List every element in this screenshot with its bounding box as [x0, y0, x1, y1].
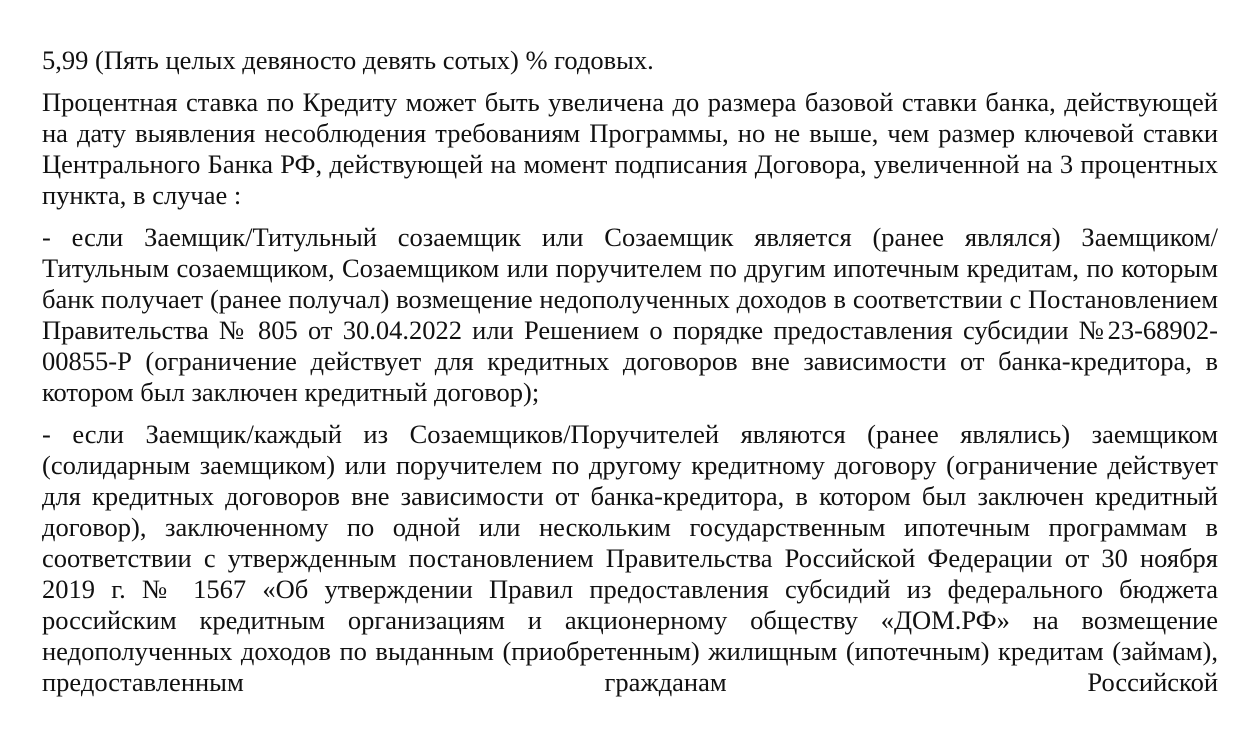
condition-paragraph-1: - если Заемщик/Титульный созаемщик или Созаемщик является (ранее являлся) Заемщиком/ Титульным созаемщиком, Созаемщиком или поручителем по другим ипотечным кредитам, по которым банк получает (ранее получал) возмещение недополученных доходов в соответствии с Постановлением Правительства № 805 от 30.04.2022 или Решением о порядке предоставления субсидии №23-68902-00855-Р (ограничение действует для кредитных договоров вне зависимости от банка-кредитора, в котором был заключен кредитный договор); [42, 222, 1218, 407]
document-body [42, 45, 1218, 709]
interest-rate-paragraph: 5,99 (Пять целых девяносто девять сотых) % годовых. [42, 45, 654, 75]
rate-increase-paragraph: Процентная ставка по Кредиту может быть увеличена до размера базовой ставки банка, действующей на дату выявления несоблюдения требованиям Программы, но не выше, чем размер ключевой ставки Центрального Банка РФ, действующей на момент подписания Договора, увеличенной на 3 процентных пункта, в случае : [42, 87, 1218, 210]
condition-paragraph-2: - если Заемщик/каждый из Созаемщиков/Поручителей являются (ранее являлись) заемщиком (солидарным заемщиком) или поручителем по другому кредитному договору (ограничение действует для кредитных договоров вне зависимости от банка-кредитора, в котором был заключен кредитный договор), заключенному по одной или нескольким государственным ипотечным программам в соответствии с утвержденным постановлением Правительства Российской Федерации от 30 ноября 2019 г. № 1567 «Об утверждении Правил предоставления субсидий из федерального бюджета российским кредитным организациям и акционерному обществу «ДОМ.РФ» на возмещение недополученных доходов по выданным (приобретенным) жилищным (ипотечным) кредитам (займам), предоставленным гражданам Российской [42, 419, 1218, 697]
